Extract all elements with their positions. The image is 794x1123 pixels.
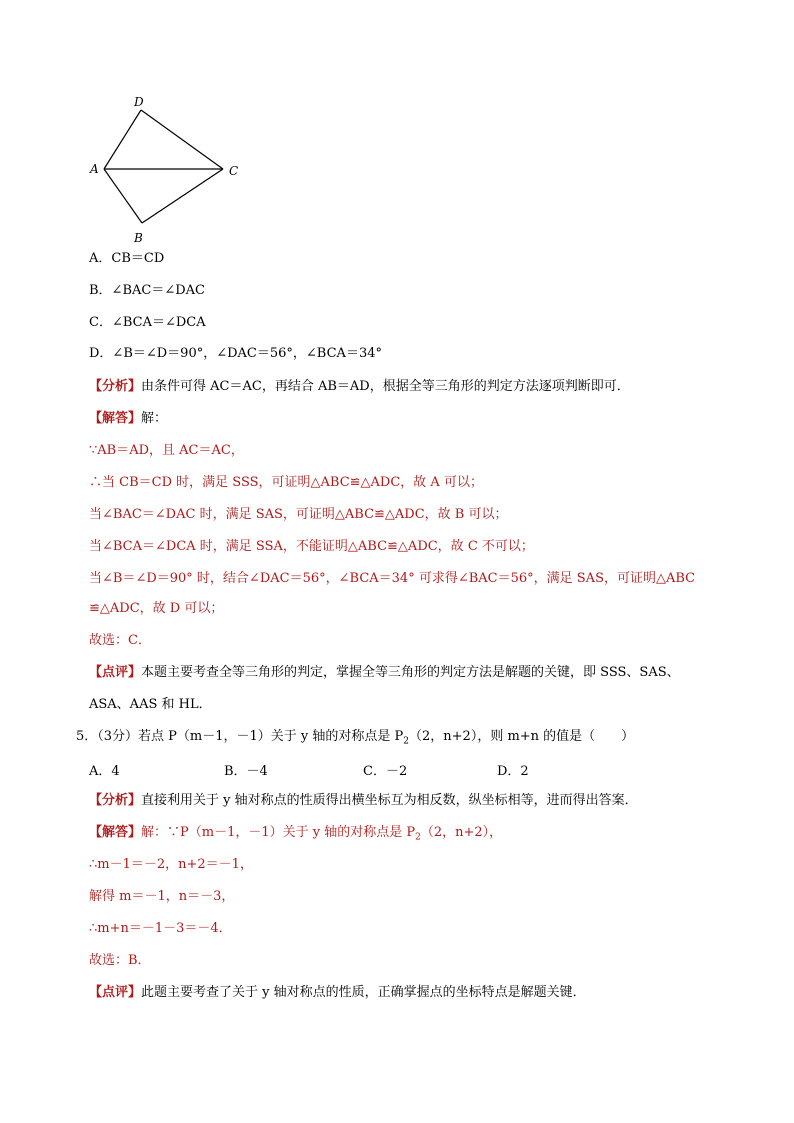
- analysis-text: 由条件可得 AC＝AC，再结合 AB＝AD，根据全等三角形的判定方法逐项判断即可．: [141, 379, 630, 394]
- comment-text: 此题主要考查了关于 y 轴对称点的性质，正确掌握点的坐标特点是解题关键．: [141, 985, 586, 1000]
- analysis-tag: 【分析】: [89, 793, 142, 808]
- label-b: B: [134, 231, 143, 245]
- q4-step-4: 当∠BCA＝∠DCA 时，满足 SSA，不能证明△ABC≌△ADC，故 C 不可以；: [89, 539, 534, 554]
- q5-choice: 故选：B．: [89, 953, 151, 968]
- q4-step-3: 当∠BAC＝∠DAC 时，满足 SAS，可证明△ABC≌△ADC，故 B 可以；: [89, 507, 508, 522]
- segment-bc: [142, 169, 223, 223]
- label-d: D: [134, 95, 144, 109]
- q5-step-2: 解得 m＝－1，n＝－3，: [89, 889, 235, 904]
- comment-text-1: 本题主要考查全等三角形的判定，掌握全等三角形的判定方法是解题的关键，即 SSS、SAS、: [141, 665, 680, 680]
- q4-analysis: [89, 378, 630, 396]
- analysis-text: 直接利用关于 y 轴对称点的性质得出横坐标互为相反数，纵坐标相等，进而得出答案．: [141, 793, 638, 808]
- q4-comment-cont: ASA、AAS 和 HL．: [89, 697, 212, 712]
- quadrilateral-figure: [86, 92, 256, 252]
- q5-stem-b: （2，n+2），则 m+n 的值是（ ）: [409, 729, 635, 744]
- answer-tag: 【解答】: [89, 411, 142, 426]
- q4-option-c: C．∠BCA＝∠DCA: [89, 315, 206, 330]
- q4-answer-heading: [89, 410, 167, 428]
- answer-b: （2，n+2），: [420, 825, 503, 840]
- segment-ab: [104, 169, 142, 223]
- q5-analysis: [89, 792, 638, 810]
- q5-step-3: ∴m+n＝－1－3＝－4．: [89, 921, 232, 936]
- segment-dc: [141, 110, 223, 169]
- q4-option-b: B．∠BAC＝∠DAC: [89, 283, 205, 298]
- q5-answer: [89, 824, 502, 847]
- q5-option-b: B．－4: [224, 764, 268, 779]
- answer-tag: 【解答】: [89, 825, 142, 840]
- answer-head: 解：: [141, 411, 168, 426]
- q5-comment: [89, 984, 586, 1002]
- q4-step-2: ∴当 CB＝CD 时，满足 SSS，可证明△ABC≌△ADC，故 A 可以；: [89, 475, 483, 490]
- q5-option-a: A．4: [89, 764, 120, 779]
- q5-stem: [76, 728, 634, 751]
- q5-option-d: D．2: [497, 764, 529, 779]
- q4-step-6: ≌△ADC，故 D 可以；: [89, 601, 224, 616]
- analysis-tag: 【分析】: [89, 379, 142, 394]
- q5-step-1: ∴m－1＝－2，n+2＝－1，: [89, 857, 253, 872]
- q5-stem-a: 5．（3分）若点 P（m－1，－1）关于 y 轴的对称点是 P: [76, 729, 404, 744]
- q4-option-a: A．CB＝CD: [89, 251, 165, 266]
- segment-da: [104, 110, 141, 169]
- q4-step-5: 当∠B＝∠D＝90° 时，结合∠DAC＝56°，∠BCA＝34° 可求得∠BAC＝56°，满足 SAS，可证明△ABC: [89, 571, 696, 586]
- q5-option-c: C．－2: [363, 764, 408, 779]
- q5-stem-sub: 2: [403, 736, 410, 747]
- answer-sub: 2: [415, 832, 421, 843]
- comment-tag: 【点评】: [89, 665, 142, 680]
- q4-option-d: D．∠B＝∠D＝90°，∠DAC＝56°，∠BCA＝34°: [89, 346, 382, 361]
- q4-comment: [89, 664, 680, 682]
- label-a: A: [90, 162, 99, 176]
- label-c: C: [229, 164, 239, 178]
- q4-step-1: ∵AB＝AD，且 AC＝AC，: [89, 443, 244, 458]
- answer-a: 解：∵P（m－1，－1）关于 y 轴的对称点是 P: [141, 825, 416, 840]
- q4-choice: 故选：C．: [89, 633, 151, 648]
- comment-tag: 【点评】: [89, 985, 142, 1000]
